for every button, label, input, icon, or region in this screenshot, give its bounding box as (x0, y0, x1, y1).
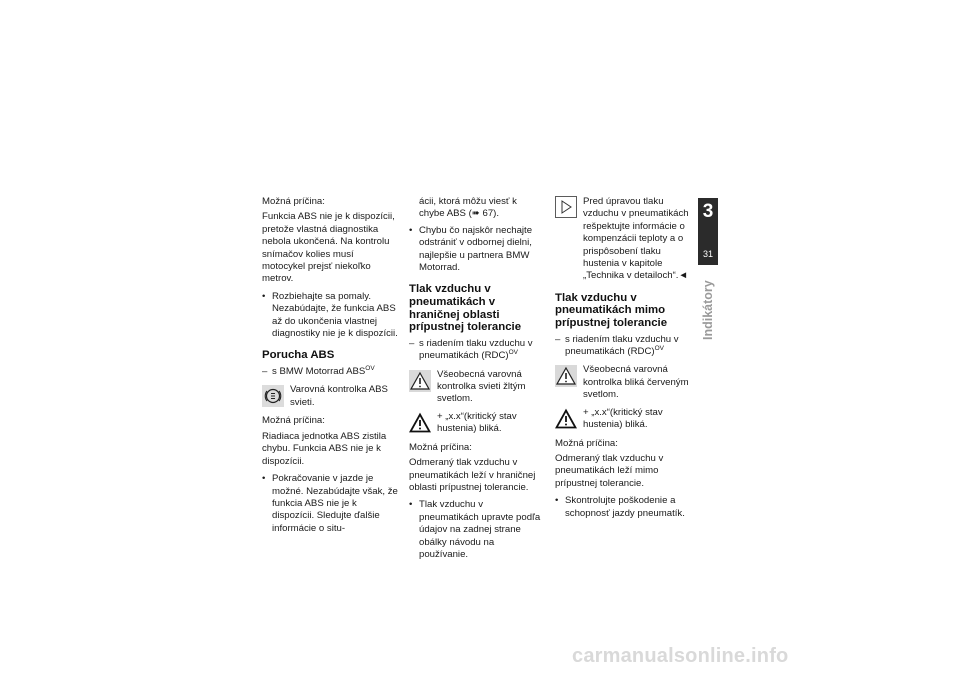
cause-text: Odmeraný tlak vzduchu v pneumatikách leží mimo prípustnej tolerancie. (555, 453, 664, 489)
warning-triangle-icon (409, 412, 431, 434)
condition-sup: OV (654, 345, 664, 353)
cause-label: Možná príčina: (262, 196, 325, 207)
page-number: 31 (702, 249, 713, 259)
section-heading-tire-pressure-out: Tlak vzduchu v pneumatikách mimo prípustnej tolerancie (555, 291, 668, 330)
section-heading-tire-pressure-limit: Tlak vzduchu v pneumatikách v hraničnej oblasti prípustnej tolerancie (409, 283, 522, 334)
chapter-tab (698, 198, 718, 264)
indicator-row (555, 364, 691, 401)
indicator-text: + „x.x“(kritický stav hustenia) bliká. (437, 410, 517, 435)
continued-text: ácii, ktorá môžu viesť k chybe ABS (➠ 67). (419, 196, 517, 220)
condition-sup: OV (365, 365, 375, 373)
cause-label: Možná príčina: (409, 441, 472, 453)
cause-label: Možná príčina: (262, 415, 325, 427)
abs-lamp-icon (262, 385, 284, 407)
column-3 (555, 196, 691, 524)
column-1 (262, 196, 398, 539)
bullet-item: • Tlak vzduchu v pneumatikách upravte podľa údajov na zadnej strane obálky návodu na používanie. (409, 499, 545, 561)
condition-text: s riadením tlaku vzduchu v pneumatikách (RDC) (419, 337, 533, 362)
condition-text: s riadením tlaku vzduchu v pneumatikách (RDC) (565, 333, 679, 358)
note-text: Pred úpravou tlaku vzduchu v pneumatikách rešpektujte informácie o kompenzácii teploty a o prispôsobení tlaku hustenia v kapitole „Technika v detailoch“.◄ (583, 196, 689, 282)
condition-sup: OV (508, 349, 518, 357)
indicator-text: + „x.x“(kritický stav hustenia) bliká. (583, 406, 663, 431)
section-heading-abs-fault: Porucha ABS (262, 349, 335, 362)
play-triangle-icon (555, 196, 577, 218)
column-2 (409, 196, 545, 566)
indicator-row (555, 407, 691, 433)
chapter-title: Indikátory (701, 280, 715, 340)
cause-text: Riadiaca jednotka ABS zistila chybu. Funkcia ABS nie je k dispozícii. (262, 430, 387, 467)
condition-line: – s BMW Motorrad $ABS^{OV}$ (262, 365, 375, 378)
cause-label: Možná príčina: (555, 437, 618, 449)
indicator-text: Všeobecná varovná kontrolka svieti žltým svetlom. (437, 368, 526, 405)
watermark: carmanualsonline.info (572, 645, 789, 667)
indicator-row (262, 384, 398, 410)
condition-text: s BMW Motorrad ABS (272, 366, 366, 378)
cause-text: Funkcia ABS nie je k dispozícii, pretože vlastná diagnostika nebola ukončená. Na kontrolu snímačov kolies musí motocykel prejsť niekoľko metrov. (262, 211, 395, 285)
bullet-item: • Rozbiehajte sa pomaly. Nezabúdajte, že funkcia ABS až do ukončenia vlastnej diagnostiky nie je k dispozícii. (262, 291, 398, 341)
note-block (555, 196, 691, 283)
bullet-item: • Chybu čo najskôr nechajte odstrániť v odbornej dielni, najlepšie u partnera BMW Motorrad. (409, 225, 545, 275)
warning-triangle-icon (409, 370, 431, 392)
indicator-row (409, 411, 545, 437)
indicator-text: Všeobecná varovná kontrolka bliká červeným svetlom. (583, 364, 689, 401)
indicator-text: Varovná kontrolka ABS svieti. (290, 384, 388, 408)
indicator-row (409, 369, 545, 406)
condition-line: – s riadením tlaku vzduchu v pneumatikách (RDC)$^{OV}$ (409, 337, 533, 362)
bullet-item: • Pokračovanie v jazde je možné. Nezabúdajte však, že funkcia ABS nie je k dispozícii. Sledujte ďalšie informácie o situ- (262, 473, 398, 535)
cause-text: Odmeraný tlak vzduchu v pneumatikách leží v hraničnej oblasti prípustnej tolerancie. (409, 457, 536, 494)
warning-triangle-icon (555, 408, 577, 430)
warning-triangle-icon (555, 365, 577, 387)
bullet-item: • Skontrolujte poškodenie a schopnosť jazdy pneumatík. (555, 495, 691, 520)
condition-line: – s riadením tlaku vzduchu v pneumatikách (RDC)$^{OV}$ (555, 333, 679, 358)
chapter-number: 3 (702, 201, 714, 222)
